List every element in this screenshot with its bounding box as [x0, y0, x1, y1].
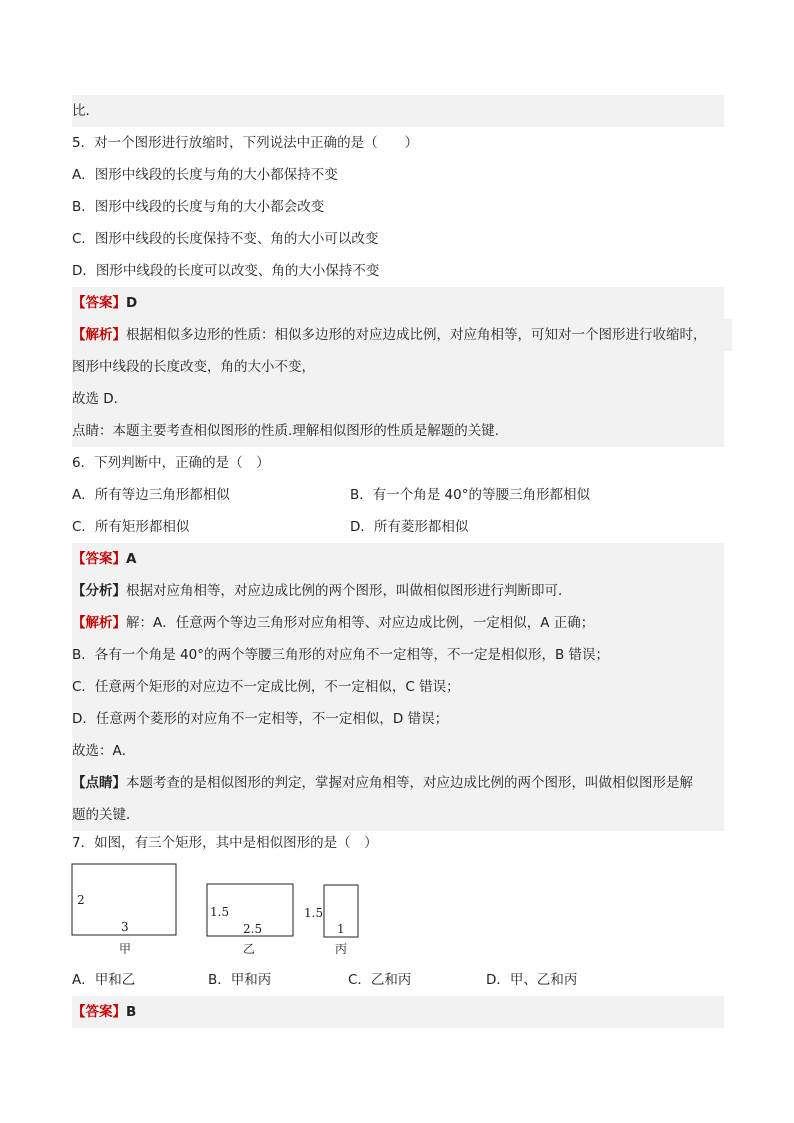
q6-options-row2 — [72, 511, 724, 543]
q6-analysis-short: 【分析】根据对应角相等，对应边成比例的两个图形，叫做相似图形进行判断即可． — [72, 575, 724, 607]
jia-bottom-label: 3 — [121, 920, 129, 934]
q6-comment-cont: 题的关键． — [72, 799, 724, 831]
q6-analysis: 【解析】解：A．任意两个等边三角形对应角相等、对应边成比例，一定相似，A 正确； — [72, 607, 724, 639]
q6-option-d: D．所有菱形都相似 — [350, 519, 469, 535]
q7-option-b: B．甲和丙 — [208, 972, 272, 988]
question-6-stem: 6．下列判断中，正确的是（ ） — [72, 455, 270, 471]
bing-side-label: 1.5 — [304, 906, 324, 920]
q6-answer: 【答案】A — [72, 543, 724, 575]
q7-answer: 【答案】B — [72, 996, 724, 1028]
q6-option-c: C．所有矩形都相似 — [72, 519, 190, 535]
q5-option-c: C．图形中线段的长度保持不变、角的大小可以改变 — [72, 231, 379, 247]
q7-option-d: D．甲、乙和丙 — [486, 972, 578, 988]
jia-name: 甲 — [119, 942, 132, 956]
q7-options-row — [72, 964, 724, 996]
rectangles-figure — [60, 860, 380, 960]
question-5-stem: 5．对一个图形进行放缩时，下列说法中正确的是（ ） — [72, 135, 419, 151]
q5-option-a: A．图形中线段的长度与角的大小都保持不变 — [72, 167, 338, 183]
q6-option-a: A．所有等边三角形都相似 — [72, 487, 230, 503]
bing-bottom-label: 1 — [337, 922, 345, 936]
q6-analysis-c: C．任意两个矩形的对应边不一定成比例，不一定相似，C 错误； — [72, 671, 724, 703]
bing-name: 丙 — [335, 942, 348, 956]
q5-option-b: B．图形中线段的长度与角的大小都会改变 — [72, 199, 325, 215]
q6-comment: 【点睛】本题考查的是相似图形的判定，掌握对应角相等，对应边成比例的两个图形，叫做相似图形是解 — [72, 767, 724, 799]
q6-analysis-d: D．任意两个菱形的对应角不一定相等，不一定相似，D 错误； — [72, 703, 724, 735]
q5-comment: 点睛：本题主要考查相似图形的性质.理解相似图形的性质是解题的关键. — [72, 415, 724, 447]
q5-selection: 故选 D． — [72, 383, 724, 415]
q5-analysis: 【解析】根据相似多边形的性质：相似多边形的对应边成比例，对应角相等，可知对一个图形进行收缩时， — [72, 319, 732, 351]
text-line: 比． — [72, 95, 724, 127]
q6-option-b: B．有一个角是 40°的等腰三角形都相似 — [350, 487, 590, 503]
q6-selection: 故选：A． — [72, 735, 724, 767]
q5-analysis-cont: 图形中线段的长度改变，角的大小不变， — [72, 351, 724, 383]
yi-bottom-label: 2.5 — [243, 922, 263, 936]
jia-side-label: 2 — [77, 893, 85, 907]
q6-analysis-b: B．各有一个角是 40°的两个等腰三角形的对应角不一定相等，不一定是相似形，B 错误； — [72, 639, 724, 671]
q5-answer: 【答案】D — [72, 287, 724, 319]
q7-option-c: C．乙和丙 — [348, 972, 412, 988]
yi-name: 乙 — [243, 942, 256, 956]
q5-option-d: D．图形中线段的长度可以改变、角的大小保持不变 — [72, 263, 380, 279]
q6-options-row1 — [72, 479, 724, 511]
yi-side-label: 1.5 — [210, 905, 230, 919]
question-7-stem: 7．如图，有三个矩形，其中是相似图形的是（ ） — [72, 835, 378, 851]
q7-option-a: A．甲和乙 — [72, 972, 136, 988]
